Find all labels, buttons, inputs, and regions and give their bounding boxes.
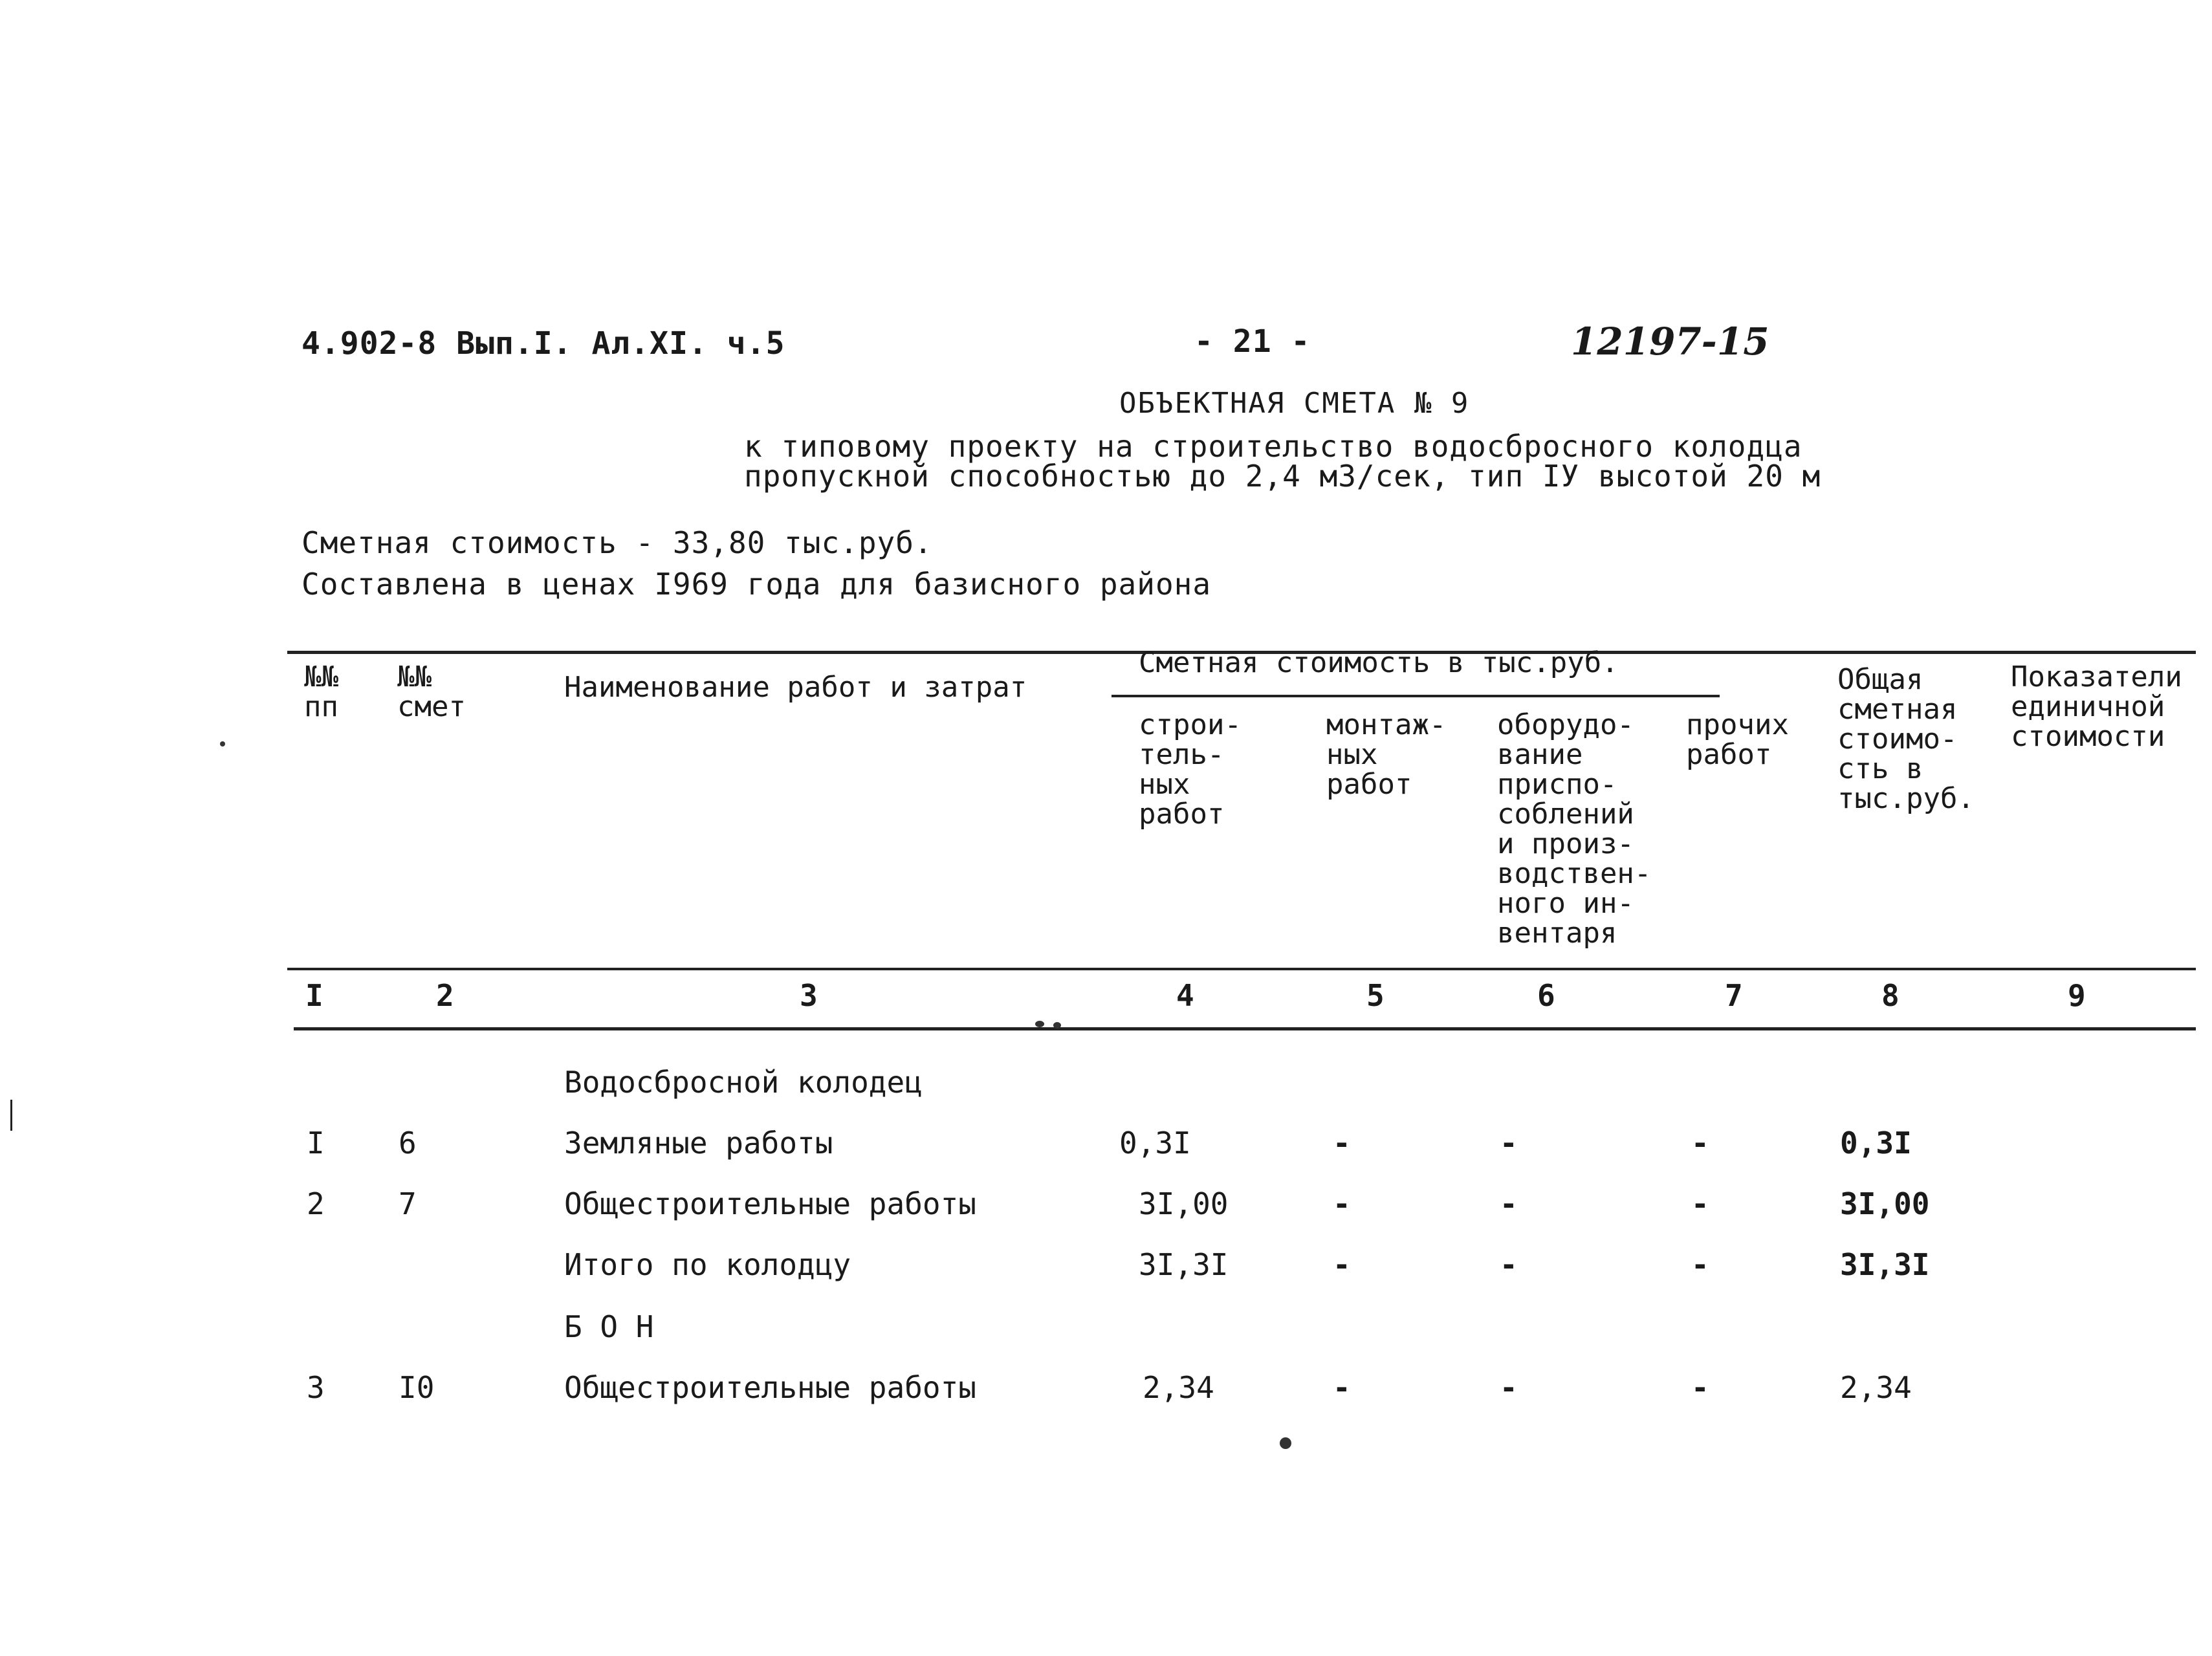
col-number: 2: [436, 978, 454, 1013]
sheet-number: 12197-15: [1571, 320, 1769, 364]
table-row-3-installation: -: [1333, 1370, 1351, 1405]
col-number: 8: [1881, 978, 1900, 1013]
col-header-estimate-no: №№ смет: [397, 660, 466, 723]
col-header-total: Общая сметная стоимо- сть в тыс.руб.: [1837, 663, 1975, 815]
prices-basis: Составлена в ценах I969 года для базисного района: [301, 567, 1212, 602]
total-well-other: -: [1691, 1247, 1709, 1282]
table-row-1-installation: -: [1333, 1126, 1351, 1160]
total-well-installation: -: [1333, 1247, 1351, 1282]
table-row-1-construction: 0,3I: [1119, 1126, 1191, 1160]
total-well-equipment: -: [1500, 1247, 1518, 1282]
col-header-construction: строи- тель- ных работ: [1139, 708, 1242, 831]
scan-speck: [220, 741, 225, 746]
col-number: 4: [1176, 978, 1194, 1013]
table-row-2-construction: 3I,00: [1139, 1186, 1229, 1221]
scan-mark: [10, 1100, 12, 1131]
document-code: 4.902-8 Вып.I. Ал.XI. ч.5: [301, 325, 785, 362]
col-header-equipment: оборудо- вание приспо- соблений и произ- водствен- ного ин- вентаря: [1497, 708, 1652, 950]
section-title-bon: Б О Н: [564, 1309, 654, 1344]
table-row-3-estimate-no: I0: [399, 1370, 435, 1405]
table-row-1-equipment: -: [1500, 1126, 1518, 1160]
page-number: - 21 -: [1194, 323, 1311, 360]
col-header-other: прочих работ: [1686, 708, 1789, 771]
table-row-1-total: 0,3I: [1840, 1126, 1912, 1160]
col-header-group-cost: Сметная стоимость в тыс.руб.: [1139, 646, 1619, 679]
col-header-unit-cost: Показатели единичной стоимости: [2011, 660, 2182, 753]
scan-speck: [1280, 1437, 1291, 1449]
col-header-installation: монтаж- ных работ: [1326, 708, 1447, 801]
col-number: 3: [800, 978, 818, 1013]
col-header-item-no: №№ пп: [304, 660, 338, 723]
table-row-1-other: -: [1691, 1126, 1709, 1160]
table-row-1-item-no: I: [307, 1126, 325, 1160]
total-well-name: Итого по колодцу: [564, 1247, 851, 1282]
subtitle-line-2: пропускной способностью до 2,4 м3/сек, тип IУ высотой 20 м: [744, 459, 1821, 494]
document-title: ОБЪЕКТНАЯ СМЕТА № 9: [1119, 387, 1470, 420]
group-underline: [1111, 695, 1720, 697]
table-row-2-name: Общестроительные работы: [564, 1186, 976, 1221]
table-row-3-construction: 2,34: [1143, 1370, 1214, 1405]
table-row-1-estimate-no: 6: [399, 1126, 417, 1160]
total-well-construction: 3I,3I: [1139, 1247, 1229, 1282]
table-row-2-equipment: -: [1500, 1186, 1518, 1221]
table-row-1-name: Земляные работы: [564, 1126, 833, 1160]
section-title-well: Водосбросной колодец: [564, 1065, 923, 1100]
col-number: 6: [1537, 978, 1555, 1013]
table-row-2-installation: -: [1333, 1186, 1351, 1221]
scan-speck: [1035, 1021, 1044, 1027]
table-row-3-other: -: [1691, 1370, 1709, 1405]
header-bottom-rule: [287, 968, 2196, 970]
table-row-2-estimate-no: 7: [399, 1186, 417, 1221]
total-well-total: 3I,3I: [1840, 1247, 1930, 1282]
table-row-2-other: -: [1691, 1186, 1709, 1221]
table-row-3-total: 2,34: [1840, 1370, 1912, 1405]
col-number: I: [305, 978, 323, 1013]
col-number: 5: [1366, 978, 1385, 1013]
col-number: 7: [1725, 978, 1743, 1013]
col-number: 9: [2068, 978, 2086, 1013]
col-header-name: Наименование работ и затрат: [564, 671, 1027, 704]
table-row-3-name: Общестроительные работы: [564, 1370, 976, 1405]
subtitle-line-1: к типовому проекту на строительство водосбросного колодца: [744, 429, 1802, 464]
numbers-bottom-rule: [294, 1027, 2196, 1030]
estimated-cost: Сметная стоимость - 33,80 тыс.руб.: [301, 525, 933, 560]
table-row-3-equipment: -: [1500, 1370, 1518, 1405]
table-row-3-item-no: 3: [307, 1370, 325, 1405]
table-row-2-item-no: 2: [307, 1186, 325, 1221]
table-row-2-total: 3I,00: [1840, 1186, 1930, 1221]
scan-speck: [1053, 1022, 1061, 1029]
